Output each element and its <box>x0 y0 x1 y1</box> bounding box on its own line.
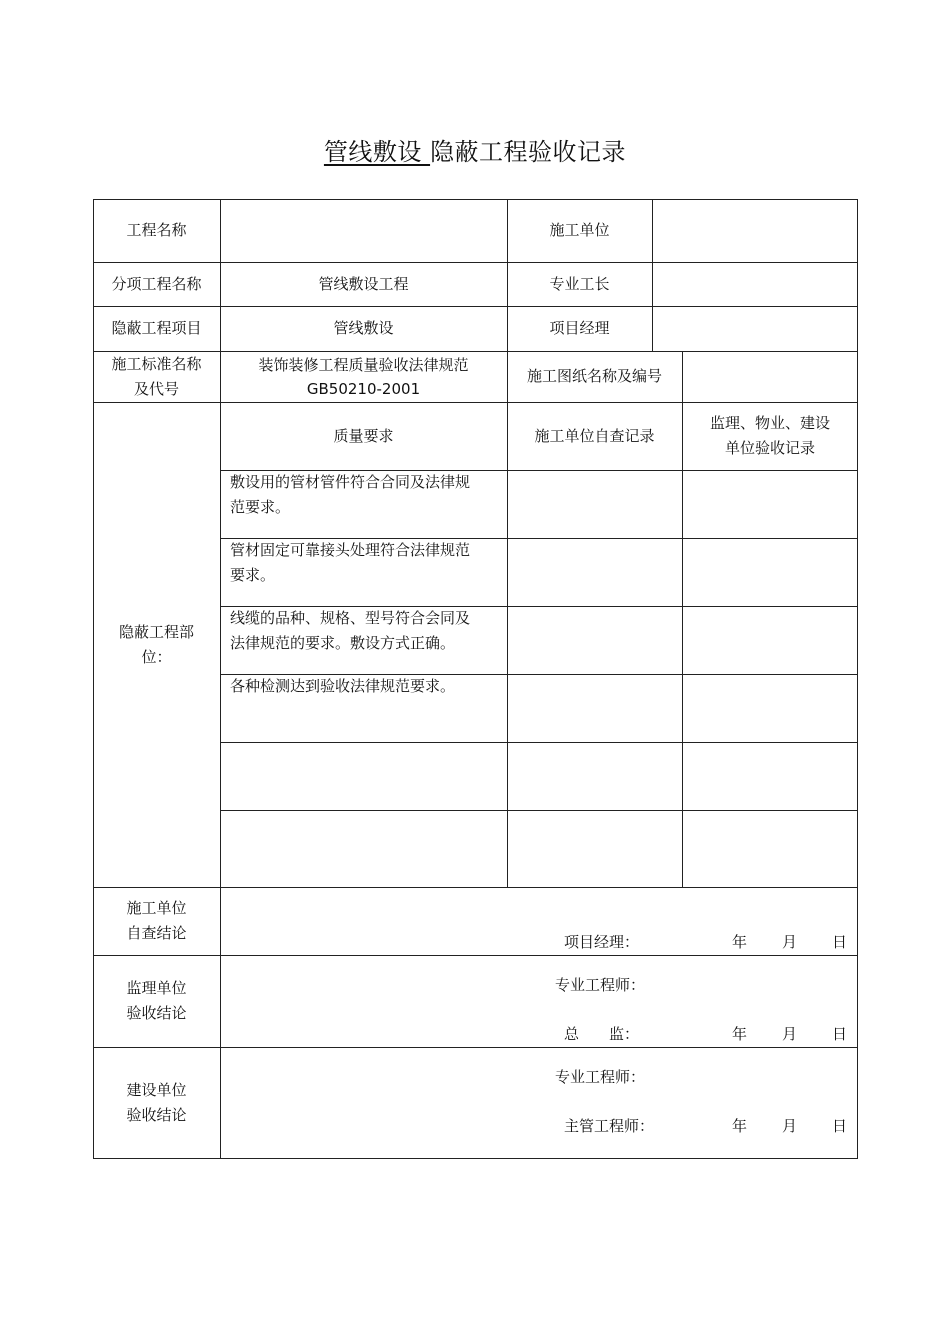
title-rest: 隐蔽工程验收记录 <box>430 138 627 166</box>
supervisor-cell-6[interactable] <box>682 810 858 887</box>
requirement-item-4-line1: 各种检测达到验收法律规范要求。 <box>230 677 456 695</box>
requirement-item-1 <box>220 470 507 538</box>
owner-month: 月 <box>782 1117 798 1135</box>
standard-label-line2: 及代号 <box>133 379 179 398</box>
self-check-cell-1[interactable] <box>507 470 682 538</box>
hidden-part-label-line2: 位： <box>141 647 172 666</box>
owner-engineer: 专业工程师： <box>555 1068 646 1086</box>
supervision-month: 月 <box>782 1025 798 1043</box>
drawing-value[interactable] <box>682 351 858 402</box>
owner-conclusion-label <box>93 1047 220 1158</box>
self-conclusion-year: 年 <box>732 933 748 951</box>
project-name-label: 工程名称 <box>126 221 187 239</box>
supervisor-header-line1: 监理、物业、建设 <box>709 414 830 432</box>
requirement-item-4 <box>220 674 507 742</box>
self-check-cell-6[interactable] <box>507 810 682 887</box>
owner-conclusion-label-line2: 验收结论 <box>126 1105 187 1124</box>
self-check-cell-2[interactable] <box>507 538 682 606</box>
supervision-conclusion-label <box>93 955 220 1047</box>
foreman-label: 专业工长 <box>549 274 610 293</box>
standard-label-line1: 施工标准名称 <box>111 354 202 373</box>
requirement-header: 质量要求 <box>333 426 394 445</box>
supervision-conclusion-label-line2: 验收结论 <box>126 1004 187 1022</box>
self-check-cell-5[interactable] <box>507 742 682 810</box>
standard-value[interactable] <box>220 351 507 402</box>
requirement-item-2 <box>220 538 507 606</box>
requirement-item-3-line1: 线缆的品种、规格、型号符合会同及 <box>230 609 471 627</box>
requirement-item-6[interactable] <box>220 810 507 887</box>
supervisor-cell-1[interactable] <box>682 470 858 538</box>
supervision-day: 日 <box>832 1025 848 1043</box>
supervisor-cell-3[interactable] <box>682 606 858 674</box>
supervisor-cell-4[interactable] <box>682 674 858 742</box>
self-conclusion-signer: 项目经理： <box>564 933 640 951</box>
project-manager-label: 项目经理 <box>549 319 610 337</box>
hidden-item-label: 隐蔽工程项目 <box>111 319 202 337</box>
requirement-item-3-line2: 法律规范的要求。敷设方式正确。 <box>230 634 456 652</box>
construction-unit-label: 施工单位 <box>549 221 610 239</box>
self-check-cell-4[interactable] <box>507 674 682 742</box>
supervision-chief: 总 监： <box>564 1025 640 1043</box>
self-check-header: 施工单位自查记录 <box>534 426 655 445</box>
hidden-item-value[interactable]: 管线敷设 <box>333 319 394 337</box>
owner-conclusion-label-line1: 建设单位 <box>126 1080 187 1099</box>
self-conclusion-label-line2: 自查结论 <box>126 924 187 942</box>
self-conclusion-day: 日 <box>832 933 848 951</box>
page-title <box>0 132 950 167</box>
owner-day: 日 <box>832 1117 848 1135</box>
owner-manager: 主管工程师： <box>564 1117 655 1135</box>
sub-project-value[interactable]: 管线敷设工程 <box>318 274 409 293</box>
requirement-item-1-line1: 敷设用的管材管件符合合同及法律规 <box>230 473 471 491</box>
supervisor-cell-5[interactable] <box>682 742 858 810</box>
drawing-label: 施工图纸名称及编号 <box>526 367 662 385</box>
construction-unit-value[interactable] <box>652 199 858 262</box>
hidden-part-label <box>93 402 220 887</box>
owner-year: 年 <box>732 1117 748 1135</box>
hidden-part-label-line1: 隐蔽工程部 <box>118 622 194 641</box>
supervision-year: 年 <box>732 1025 748 1043</box>
supervision-conclusion-label-line1: 监理单位 <box>126 979 187 997</box>
project-manager-value[interactable] <box>652 306 858 351</box>
supervisor-header <box>682 402 858 470</box>
project-name-value[interactable] <box>220 199 507 262</box>
standard-value-code: GB50210-2001 <box>306 379 421 398</box>
requirement-item-5[interactable] <box>220 742 507 810</box>
requirement-item-3 <box>220 606 507 674</box>
supervisor-header-line2: 单位验收记录 <box>724 439 815 457</box>
standard-value-name: 装饰装修工程质量验收法律规范 <box>258 355 469 374</box>
self-conclusion-month: 月 <box>782 933 798 951</box>
sub-project-label: 分项工程名称 <box>111 274 202 293</box>
requirement-item-2-line1: 管材固定可靠接头处理符合法律规范 <box>230 541 471 559</box>
self-conclusion-label <box>93 887 220 955</box>
standard-label <box>93 351 220 402</box>
requirement-item-1-line2: 范要求。 <box>230 498 291 516</box>
acceptance-form-table <box>93 199 858 1159</box>
title-underlined: 管线敷设 <box>323 138 431 166</box>
supervision-engineer: 专业工程师： <box>555 976 646 994</box>
foreman-value[interactable] <box>652 262 858 306</box>
self-check-cell-3[interactable] <box>507 606 682 674</box>
supervisor-cell-2[interactable] <box>682 538 858 606</box>
self-conclusion-label-line1: 施工单位 <box>126 899 187 917</box>
requirement-item-2-line2: 要求。 <box>230 566 276 584</box>
